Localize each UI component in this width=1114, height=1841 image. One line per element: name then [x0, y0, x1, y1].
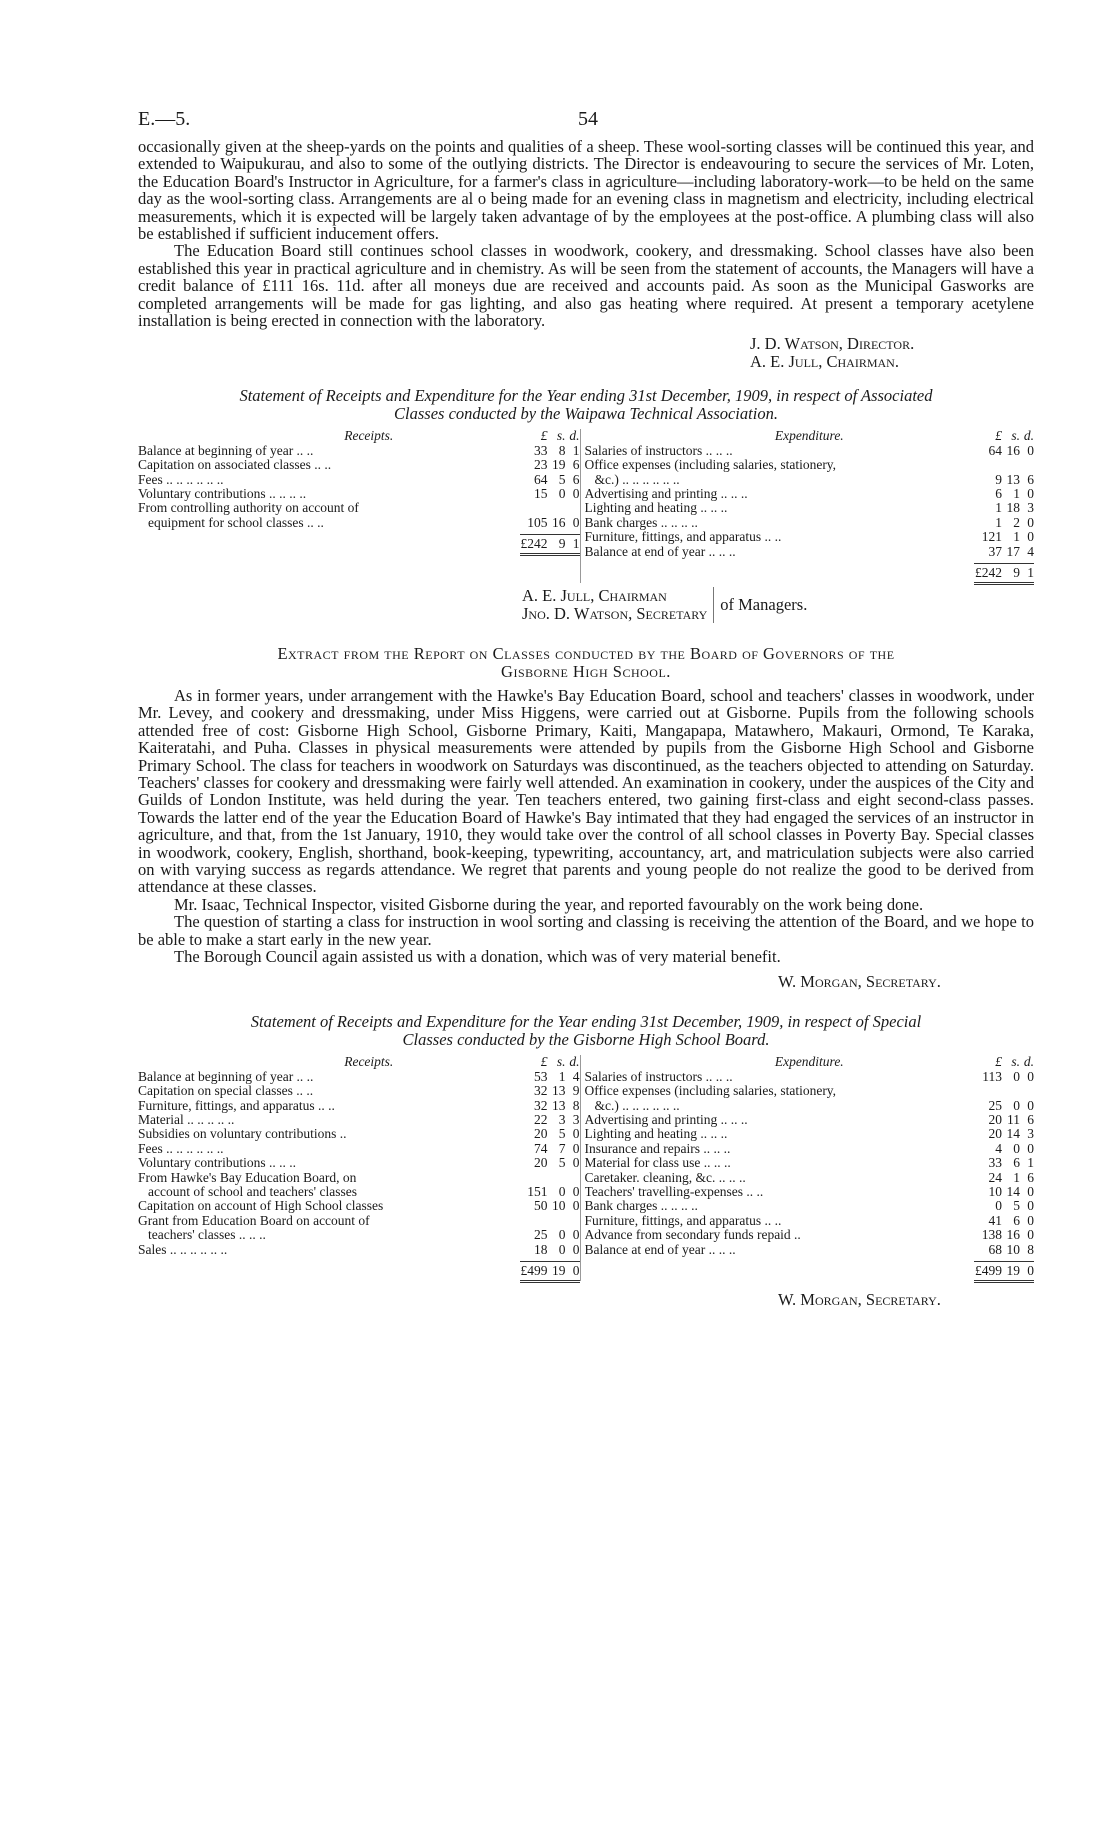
account-row-amount	[974, 516, 1034, 530]
account-row	[585, 1199, 1034, 1213]
account-row	[138, 487, 580, 501]
account-row-amount	[520, 473, 580, 487]
account-row-label: Furniture, fittings, and apparatus .. ..	[584, 1213, 782, 1228]
lsd-heading: £ s. d.	[995, 428, 1034, 444]
amount-shillings: 10	[1006, 1241, 1020, 1257]
amount-pounds: 121	[981, 529, 1002, 545]
account-row-label: Fees .. .. .. .. .. ..	[138, 472, 224, 487]
account-row-amount	[974, 473, 1034, 487]
account-row	[138, 1156, 580, 1170]
amount-shillings: 5	[558, 1126, 566, 1142]
account-row	[585, 1185, 1034, 1199]
amount-pounds: 105	[527, 514, 548, 530]
amount-shillings: 1	[1013, 486, 1020, 502]
amount-shillings	[548, 501, 566, 515]
account-row	[138, 1070, 580, 1084]
amount-pence: 8	[572, 1097, 580, 1113]
signature-director: J. D. Watson, Director.	[750, 334, 915, 354]
account-row-label: Advance from secondary funds repaid ..	[584, 1228, 801, 1243]
amount-pence: 0	[1027, 529, 1034, 545]
amount-shillings: 0	[558, 486, 566, 502]
amount-shillings: 8	[558, 442, 566, 458]
amount-pence: 0	[572, 1198, 580, 1214]
account-row	[585, 458, 1034, 472]
amount-shillings: 14	[1006, 1184, 1020, 1199]
account-row-amount	[974, 444, 1034, 458]
account-row	[585, 501, 1034, 515]
account-row-label: Furniture, fittings, and apparatus .. ..	[138, 1098, 335, 1113]
amount-pounds: 6	[995, 486, 1002, 502]
account-row	[138, 1214, 580, 1228]
account-row-amount	[520, 1113, 580, 1127]
amount-shillings: 3	[558, 1112, 566, 1128]
amount-pounds: 50	[534, 1198, 548, 1214]
lsd-heading: £ s. d.	[995, 1054, 1034, 1070]
account-row-amount	[974, 1243, 1034, 1257]
amount-pounds: 20	[988, 1126, 1002, 1142]
account-row	[585, 487, 1034, 501]
account-row-label: Balance at beginning of year .. ..	[138, 1069, 314, 1084]
paragraph-borough-council: The Borough Council again assisted us with a donation, which was of very material benefit.	[174, 947, 781, 967]
account-row-amount	[520, 444, 580, 458]
account-row-label: Lighting and heating .. .. ..	[584, 501, 728, 516]
paragraph-education-board: The Education Board still continues school classes in woodwork, cookery, and dressmaking. School classes have also been established this year in practical agriculture and in chemistry. As will be seen from the statement of accounts, the Managers will have a credit balance of £111 16s. 11d. after all moneys due are received and accounts paid. As soon as the Municipal Gasworks are completed arrangements will be made for gas lighting, and also gas heating where required. At present a temporary acetylene installation is being erected in connection with the laboratory.	[138, 241, 1034, 331]
statement-title-waipawa	[138, 387, 1034, 423]
statement-title-line: Classes conducted by the Waipawa Technical Association.	[394, 404, 778, 424]
signature-chairman: A. E. Jull, Chairman.	[750, 352, 899, 372]
amount-pounds: 138	[981, 1227, 1002, 1243]
account-row	[138, 1199, 580, 1213]
amount-shillings: 2	[1013, 514, 1020, 530]
account-row	[138, 473, 580, 487]
account-row	[138, 1228, 580, 1242]
amount-pounds: 1	[995, 500, 1002, 516]
account-row-amount	[520, 1127, 580, 1141]
amount-pence: 0	[1027, 1227, 1034, 1243]
amount-pounds: 151	[527, 1184, 548, 1199]
amount-pence	[1020, 1084, 1034, 1098]
account-row-label: Material .. .. .. .. ..	[138, 1113, 235, 1128]
amount-shillings: 0	[558, 1184, 566, 1199]
account-row	[138, 1084, 580, 1098]
amount-pence: 0	[572, 1155, 580, 1171]
amount-shillings	[1002, 1084, 1020, 1098]
page-header	[138, 108, 1034, 138]
amount-shillings: 13	[552, 1097, 566, 1113]
amount-pounds: 32	[534, 1097, 548, 1113]
amount-pence: 8	[1027, 1241, 1034, 1257]
account-row-label: Advertising and printing .. .. ..	[584, 487, 748, 502]
receipts-column	[138, 429, 581, 583]
receipts-heading: Receipts.	[344, 429, 394, 444]
amount-pounds: 64	[534, 471, 548, 487]
statement-title-line: Statement of Receipts and Expenditure for the Year ending 31st December, 1909, in respect of Associated	[239, 386, 933, 406]
account-row-label: &c.) .. .. .. .. .. ..	[594, 1098, 680, 1113]
amount-pounds	[974, 1084, 1002, 1098]
account-row-label: account of school and teachers' classes	[148, 1185, 357, 1199]
account-row	[585, 1243, 1034, 1257]
amount-pounds: 33	[988, 1155, 1002, 1171]
account-row-amount	[974, 1171, 1034, 1185]
amount-pence: 0	[1027, 1184, 1034, 1199]
amount-shillings: 10	[552, 1198, 566, 1214]
amount-pence: 3	[572, 1112, 580, 1128]
amount-pence: 0	[1027, 514, 1034, 530]
account-row	[585, 1099, 1034, 1113]
amount-pence: 0	[1027, 1068, 1034, 1084]
account-row-label: teachers' classes .. .. ..	[148, 1228, 266, 1243]
account-row-label: Caretaker. cleaning, &c. .. .. ..	[584, 1170, 746, 1185]
account-row-label: Bank charges .. .. .. ..	[584, 1199, 698, 1214]
paragraph-wool-sorting: occasionally given at the sheep-yards on the points and qualities of a sheep. These wool-sorting classes will be continued this year, and extended to Waipukurau, and also to some of the outlying districts. The Director is endeavouring to secure the services of Mr. Loten, the Education Board's Instructor in Agriculture, for a farmer's class in agriculture—including laboratory-work—to be held on the same day as the wool-sorting class. Arrangements are al o being made for an evening class in magnetism and electricity, including electrical measurements, which it is expected will be largely taken advantage of by the employees at the post-office. A plumbing class will also be established if sufficient inducement offers.	[138, 137, 1034, 244]
account-row-amount	[974, 1113, 1034, 1127]
statement-title-gisborne	[138, 1013, 1034, 1049]
account-row-label: Capitation on account of High School classes	[138, 1199, 384, 1214]
account-row-label: Capitation on associated classes .. ..	[138, 458, 332, 473]
page-number: 54	[578, 108, 598, 130]
account-row-amount	[520, 1199, 580, 1213]
account-row-amount	[520, 1084, 580, 1098]
account-row	[138, 501, 580, 515]
account-row	[585, 545, 1034, 559]
account-row	[138, 1099, 580, 1113]
amount-pounds: 18	[534, 1241, 548, 1257]
expenditure-column	[581, 1055, 1034, 1280]
account-row-amount	[520, 516, 580, 530]
amount-pence: 4	[1027, 543, 1034, 559]
amount-pence: 1	[572, 442, 580, 458]
lsd-heading: £ s. d.	[540, 1054, 580, 1070]
account-row	[138, 1171, 580, 1185]
total-receipts: £242 9 1	[520, 534, 580, 556]
amount-pence: 0	[1027, 486, 1034, 502]
amount-shillings: 16	[552, 514, 566, 530]
amount-pounds: 33	[534, 442, 548, 458]
account-row	[585, 1113, 1034, 1127]
amount-pounds	[520, 501, 548, 515]
amount-pounds: 24	[988, 1169, 1002, 1185]
extract-title-line: Gisborne High School.	[501, 661, 671, 681]
account-row	[585, 530, 1034, 544]
amount-pence: 1	[1027, 1155, 1034, 1171]
account-row-label: Fees .. .. .. .. .. ..	[138, 1141, 224, 1156]
signature-chairman: A. E. Jull, Chairman	[522, 585, 667, 605]
account-row-amount	[974, 1127, 1034, 1141]
account-row-amount	[974, 530, 1034, 544]
account-row-label: Voluntary contributions .. .. .. ..	[138, 487, 307, 502]
amount-pence: 6	[1027, 1169, 1034, 1185]
account-row	[585, 1156, 1034, 1170]
amount-pounds: 37	[988, 543, 1002, 559]
expenditure-heading: Expenditure.	[774, 1055, 844, 1070]
amount-shillings: 6	[1013, 1155, 1020, 1171]
account-row-amount	[974, 545, 1034, 559]
expenditure-rows	[585, 1070, 1034, 1257]
account-row	[585, 1228, 1034, 1242]
account-row	[585, 444, 1034, 458]
amount-pence: 6	[572, 457, 580, 473]
account-row-label: Teachers' travelling-expenses .. ..	[584, 1185, 764, 1199]
amount-shillings: 13	[552, 1083, 566, 1099]
amount-pounds: 41	[988, 1212, 1002, 1228]
account-row	[138, 1113, 580, 1127]
account-row-label: Balance at end of year .. .. ..	[584, 1242, 736, 1257]
amount-shillings: 13	[1006, 471, 1020, 487]
account-row-label: &c.) .. .. .. .. .. ..	[594, 472, 680, 487]
account-row-label: Advertising and printing .. .. ..	[584, 1113, 748, 1128]
amount-pounds: 9	[995, 471, 1002, 487]
account-row-amount	[520, 1099, 580, 1113]
account-row-amount	[974, 1156, 1034, 1170]
amount-pence: 0	[572, 486, 580, 502]
amount-pounds: 113	[982, 1068, 1002, 1084]
amount-pence: 3	[1027, 500, 1034, 516]
account-row-amount	[520, 1142, 580, 1156]
receipts-heading: Receipts.	[344, 1055, 394, 1070]
account-row-amount	[974, 1070, 1034, 1084]
amount-pounds: 15	[534, 486, 548, 502]
account-row-amount	[974, 1228, 1034, 1242]
report-reference: E.—5.	[138, 108, 191, 130]
account-row-amount	[974, 1084, 1034, 1098]
account-row-amount	[520, 487, 580, 501]
amount-shillings: 1	[1013, 529, 1020, 545]
account-row-amount	[974, 1185, 1034, 1199]
expenditure-heading: Expenditure.	[774, 429, 844, 444]
receipts-column	[138, 1055, 581, 1280]
amount-pence: 0	[1027, 1140, 1034, 1156]
total-receipts: £499 19 0	[520, 1261, 580, 1283]
account-row-label: Salaries of instructors .. .. ..	[584, 1069, 733, 1084]
amount-pence: 0	[1027, 1212, 1034, 1228]
lsd-heading: £ s. d.	[540, 428, 580, 444]
account-row	[585, 1214, 1034, 1228]
account-row-label: From controlling authority on account of	[138, 501, 359, 516]
amount-pounds: 10	[988, 1184, 1002, 1199]
amount-shillings: 19	[552, 457, 566, 473]
account-row	[585, 1171, 1034, 1185]
amount-pounds: 1	[995, 514, 1002, 530]
account-row-amount	[974, 1142, 1034, 1156]
amount-pounds: 4	[995, 1140, 1002, 1156]
expenditure-column	[581, 429, 1034, 583]
account-row	[138, 1127, 580, 1141]
account-row-amount	[520, 1214, 580, 1228]
amount-shillings	[1002, 458, 1020, 472]
amount-shillings	[548, 1214, 566, 1228]
account-row-amount	[974, 1099, 1034, 1113]
account-row-label: Balance at beginning of year .. ..	[138, 443, 314, 458]
account-row-label: Furniture, fittings, and apparatus .. ..	[584, 530, 782, 545]
amount-pounds	[520, 1214, 548, 1228]
account-row-label: Office expenses (including salaries, stationery,	[584, 1084, 837, 1099]
account-row-amount	[974, 487, 1034, 501]
amount-shillings: 5	[558, 471, 566, 487]
amount-pounds: 32	[534, 1083, 548, 1099]
account-row-label: Office expenses (including salaries, stationery,	[584, 458, 837, 473]
amount-pounds: 68	[988, 1241, 1002, 1257]
amount-shillings: 1	[558, 1068, 566, 1084]
amount-pence: 4	[572, 1068, 580, 1084]
amount-shillings: 0	[1013, 1068, 1020, 1084]
amount-shillings: 11	[1007, 1112, 1020, 1128]
extract-title-line: Extract from the Report on Classes conducted by the Board of Governors of the	[277, 643, 895, 663]
paragraph-inspector: Mr. Isaac, Technical Inspector, visited Gisborne during the year, and reported favourably on the work being done.	[174, 894, 924, 914]
account-row	[585, 1142, 1034, 1156]
document-page	[138, 108, 1034, 1309]
account-row-label: Capitation on special classes .. ..	[138, 1084, 314, 1099]
account-row-amount	[520, 1070, 580, 1084]
amount-pence: 0	[572, 1241, 580, 1257]
account-row-label: Lighting and heating .. .. ..	[584, 1127, 728, 1142]
amount-shillings: 5	[1013, 1198, 1020, 1214]
account-row	[138, 458, 580, 472]
amount-shillings: 14	[1006, 1126, 1020, 1142]
paragraph-wool-class: The question of starting a class for instruction in wool sorting and classing is receiving the attention of the Board, and we hope to be able to make a start early in the new year.	[138, 912, 1034, 949]
account-row	[138, 1243, 580, 1257]
amount-shillings: 0	[558, 1227, 566, 1243]
amount-pounds: 22	[534, 1112, 548, 1128]
amount-shillings: 0	[1013, 1097, 1020, 1113]
amount-pence: 0	[572, 514, 580, 530]
amount-pounds	[974, 458, 1002, 472]
amount-shillings	[548, 1171, 566, 1185]
amount-pence	[566, 1214, 580, 1228]
account-row-amount	[520, 501, 580, 515]
amount-pence: 0	[572, 1227, 580, 1243]
account-row-label: Voluntary contributions .. .. ..	[138, 1156, 296, 1171]
account-row	[585, 1084, 1034, 1098]
amount-pence: 0	[572, 1184, 580, 1199]
paragraph-gisborne-classes: As in former years, under arrangement with the Hawke's Bay Education Board, school and teachers' classes in woodwork, under Mr. Levey, and cookery and dressmaking, under Miss Higgens, were carried out at Gisborne. Pupils from the following schools attended free of cost: Gisborne High School, Gisborne Primary, Kaiti, Mangapapa, Matawhero, Makauri, Ormond, Te Karaka, Kaiteratahi, and Puha. Classes in physical measurements were attended by pupils from the Gisborne High School and Gisborne Primary School. The class for teachers in woodwork on Saturdays was discontinued, as the teachers objected to attending on Saturday. Teachers' classes for cookery and dressmaking were fairly well attended. An examination in cookery, under the auspices of the City and Guilds of London Institute, was held during the year. Ten teachers entered, two gaining first-class and eight second-class passes. Towards the latter end of the year the Education Board of Hawke's Bay intimated that they had engaged the services of an instructor in agriculture, and that, from the 1st January, 1910, they would take over the control of all school classes in Poverty Bay. Special classes in woodwork, cookery, English, shorthand, book-keeping, typewriting, accountancy, art, and matriculation subjects were also carried on with varying success as regards attendance. We regret that parents and young people do not realize the good to be derived from attendance at these classes.	[138, 685, 1034, 897]
account-row-label: Subsidies on voluntary contributions ..	[138, 1127, 347, 1142]
amount-pence: 0	[1027, 1198, 1034, 1214]
amount-shillings: 5	[558, 1155, 566, 1171]
total-expenditure: £499 19 0	[974, 1261, 1034, 1283]
extract-title	[138, 645, 1034, 681]
account-row	[138, 1185, 580, 1199]
amount-shillings: 6	[1013, 1212, 1020, 1228]
signature-block-waipawa	[138, 335, 1034, 371]
receipts-rows	[138, 444, 580, 530]
account-row-amount	[520, 1171, 580, 1185]
amount-pounds: 20	[988, 1112, 1002, 1128]
account-row	[585, 1127, 1034, 1141]
account-row-amount	[520, 1243, 580, 1257]
amount-pence: 0	[1027, 1097, 1034, 1113]
signature-secretary: W. Morgan, Secretary.	[778, 1289, 941, 1309]
account-table-gisborne	[138, 1055, 1034, 1280]
account-row	[585, 473, 1034, 487]
amount-shillings: 16	[1006, 1227, 1020, 1243]
account-row-amount	[974, 458, 1034, 472]
account-row-amount	[520, 458, 580, 472]
amount-pence: 0	[572, 1140, 580, 1156]
signature-secretary: Jno. D. Watson, Secretary	[522, 603, 708, 623]
amount-shillings: 1	[1013, 1169, 1020, 1185]
account-row	[585, 516, 1034, 530]
amount-pounds: 74	[534, 1140, 548, 1156]
account-row-amount	[520, 1185, 580, 1199]
amount-shillings: 17	[1006, 543, 1020, 559]
amount-pence: 6	[572, 471, 580, 487]
signature-secretary: W. Morgan, Secretary.	[778, 972, 941, 992]
amount-pence: 3	[1027, 1126, 1034, 1142]
account-row-amount	[974, 501, 1034, 515]
account-row-label: Balance at end of year .. .. ..	[584, 544, 736, 559]
amount-pence	[566, 1171, 580, 1185]
account-table-waipawa	[138, 429, 1034, 583]
amount-pence: 9	[572, 1083, 580, 1099]
managers-label: of Managers.	[720, 594, 808, 614]
amount-pounds: 64	[988, 442, 1002, 458]
account-row-amount	[974, 1214, 1034, 1228]
amount-pounds	[520, 1171, 548, 1185]
account-row-label: Salaries of instructors .. .. ..	[584, 443, 733, 458]
account-row-label: Material for class use .. .. ..	[584, 1156, 731, 1171]
account-row	[138, 1142, 580, 1156]
account-row-label: Bank charges .. .. .. ..	[584, 515, 698, 530]
account-row	[585, 1070, 1034, 1084]
amount-shillings: 18	[1006, 500, 1020, 516]
amount-pence: 6	[1027, 471, 1034, 487]
amount-pounds: 23	[534, 457, 548, 473]
account-row	[138, 444, 580, 458]
amount-shillings: 7	[558, 1140, 566, 1156]
amount-pence: 0	[572, 1126, 580, 1142]
amount-pounds: 53	[534, 1068, 548, 1084]
amount-pounds: 20	[534, 1126, 548, 1142]
account-row-amount	[974, 1199, 1034, 1213]
account-row-amount	[520, 1228, 580, 1242]
account-row	[138, 516, 580, 530]
receipts-rows	[138, 1070, 580, 1257]
account-row-label: equipment for school classes .. ..	[148, 515, 324, 530]
amount-shillings: 0	[558, 1241, 566, 1257]
expenditure-rows	[585, 444, 1034, 559]
amount-pence: 6	[1027, 1112, 1034, 1128]
account-row-label: Sales .. .. .. .. .. ..	[138, 1242, 228, 1257]
statement-title-line: Classes conducted by the Gisborne High School Board.	[402, 1030, 770, 1050]
amount-pounds: 25	[534, 1227, 548, 1243]
account-row-amount	[520, 1156, 580, 1170]
amount-pounds: 25	[988, 1097, 1002, 1113]
amount-shillings: 0	[1013, 1140, 1020, 1156]
account-row-label: Insurance and repairs .. .. ..	[584, 1141, 731, 1156]
statement-title-line: Statement of Receipts and Expenditure for the Year ending 31st December, 1909, in respect of Special	[250, 1012, 922, 1032]
amount-pence: 0	[1027, 442, 1034, 458]
total-expenditure: £242 9 1	[974, 563, 1034, 585]
managers-signature	[138, 587, 1034, 623]
amount-pounds: 20	[534, 1155, 548, 1171]
amount-pence	[566, 501, 580, 515]
account-row-label: From Hawke's Bay Education Board, on	[138, 1170, 357, 1185]
account-row-label: Grant from Education Board on account of	[138, 1213, 370, 1228]
amount-pounds: 0	[995, 1198, 1002, 1214]
amount-shillings: 16	[1006, 442, 1020, 458]
amount-pence	[1020, 458, 1034, 472]
